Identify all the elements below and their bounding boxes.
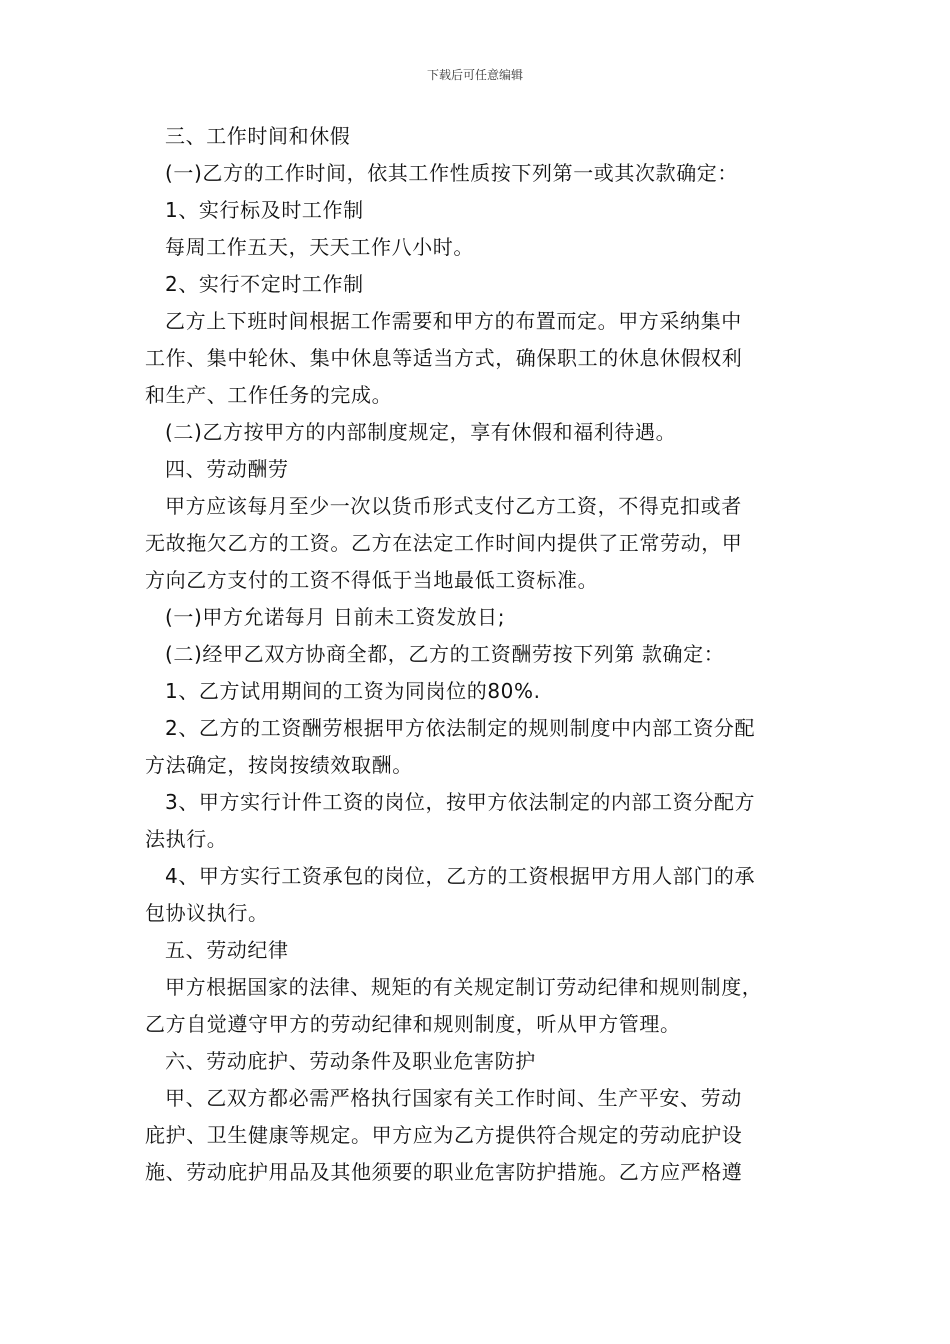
paragraph-line: 2、乙方的工资酬劳根据甲方依法制定的规则制度中内部工资分配 [165, 716, 756, 740]
section-heading-protection: 六、劳动庇护、劳动条件及职业危害防护 [165, 1049, 536, 1073]
paragraph-line: 乙方自觉遵守甲方的劳动纪律和规则制度，听从甲方管理。 [145, 1012, 681, 1036]
paragraph-line: 甲方根据国家的法律、规矩的有关规定制订劳动纪律和规则制度， [165, 975, 763, 999]
paragraph-line: (一)乙方的工作时间，依其工作性质按下列第一或其次款确定： [165, 161, 739, 185]
paragraph-line: 施、劳动庇护用品及其他须要的职业危害防护措施。乙方应严格遵 [145, 1160, 743, 1184]
paragraph-line: 乙方上下班时间根据工作需要和甲方的布置而定。甲方采纳集中 [165, 309, 742, 333]
paragraph-line: 法执行。 [145, 827, 228, 851]
paragraph-line: 方向乙方支付的工资不得低于当地最低工资标准。 [145, 568, 599, 592]
paragraph-line: 3、甲方实行计件工资的岗位，按甲方依法制定的内部工资分配方 [165, 790, 756, 814]
paragraph-line: 庇护、卫生健康等规定。甲方应为乙方提供符合规定的劳动庇护设 [145, 1123, 743, 1147]
section-heading-discipline: 五、劳动纪律 [165, 938, 289, 962]
paragraph-line: 1、实行标及时工作制 [165, 198, 364, 222]
paragraph-line: 1、乙方试用期间的工资为同岗位的80%. [165, 679, 541, 703]
paragraph-line: 包协议执行。 [145, 901, 269, 925]
paragraph-line: (一)甲方允诺每月 日前未工资发放日; [165, 605, 506, 629]
paragraph-line: (二)经甲乙双方协商全都，乙方的工资酬劳按下列第 款确定： [165, 642, 725, 666]
paragraph-line: (二)乙方按甲方的内部制度规定，享有休假和福利待遇。 [165, 420, 677, 444]
paragraph-line: 4、甲方实行工资承包的岗位，乙方的工资根据甲方用人部门的承 [165, 864, 756, 888]
paragraph-line: 无故拖欠乙方的工资。乙方在法定工作时间内提供了正常劳动，甲 [145, 531, 743, 555]
paragraph-line: 每周工作五天，天天工作八小时。 [165, 235, 474, 259]
paragraph-line: 2、实行不定时工作制 [165, 272, 364, 296]
page-header: 下载后可任意编辑 [426, 68, 523, 82]
document-body [145, 118, 811, 1191]
paragraph-line: 和生产、工作任务的完成。 [145, 383, 393, 407]
paragraph-line: 工作、集中轮休、集中休息等适当方式，确保职工的休息休假权利 [145, 346, 743, 370]
paragraph-line: 甲、乙双方都必需严格执行国家有关工作时间、生产平安、劳动 [165, 1086, 742, 1110]
section-heading-work-time: 三、工作时间和休假 [165, 124, 351, 148]
paragraph-line: 甲方应该每月至少一次以货币形式支付乙方工资，不得克扣或者 [165, 494, 742, 518]
paragraph-line: 方法确定，按岗按绩效取酬。 [145, 753, 413, 777]
section-heading-remuneration: 四、劳动酬劳 [165, 457, 289, 481]
